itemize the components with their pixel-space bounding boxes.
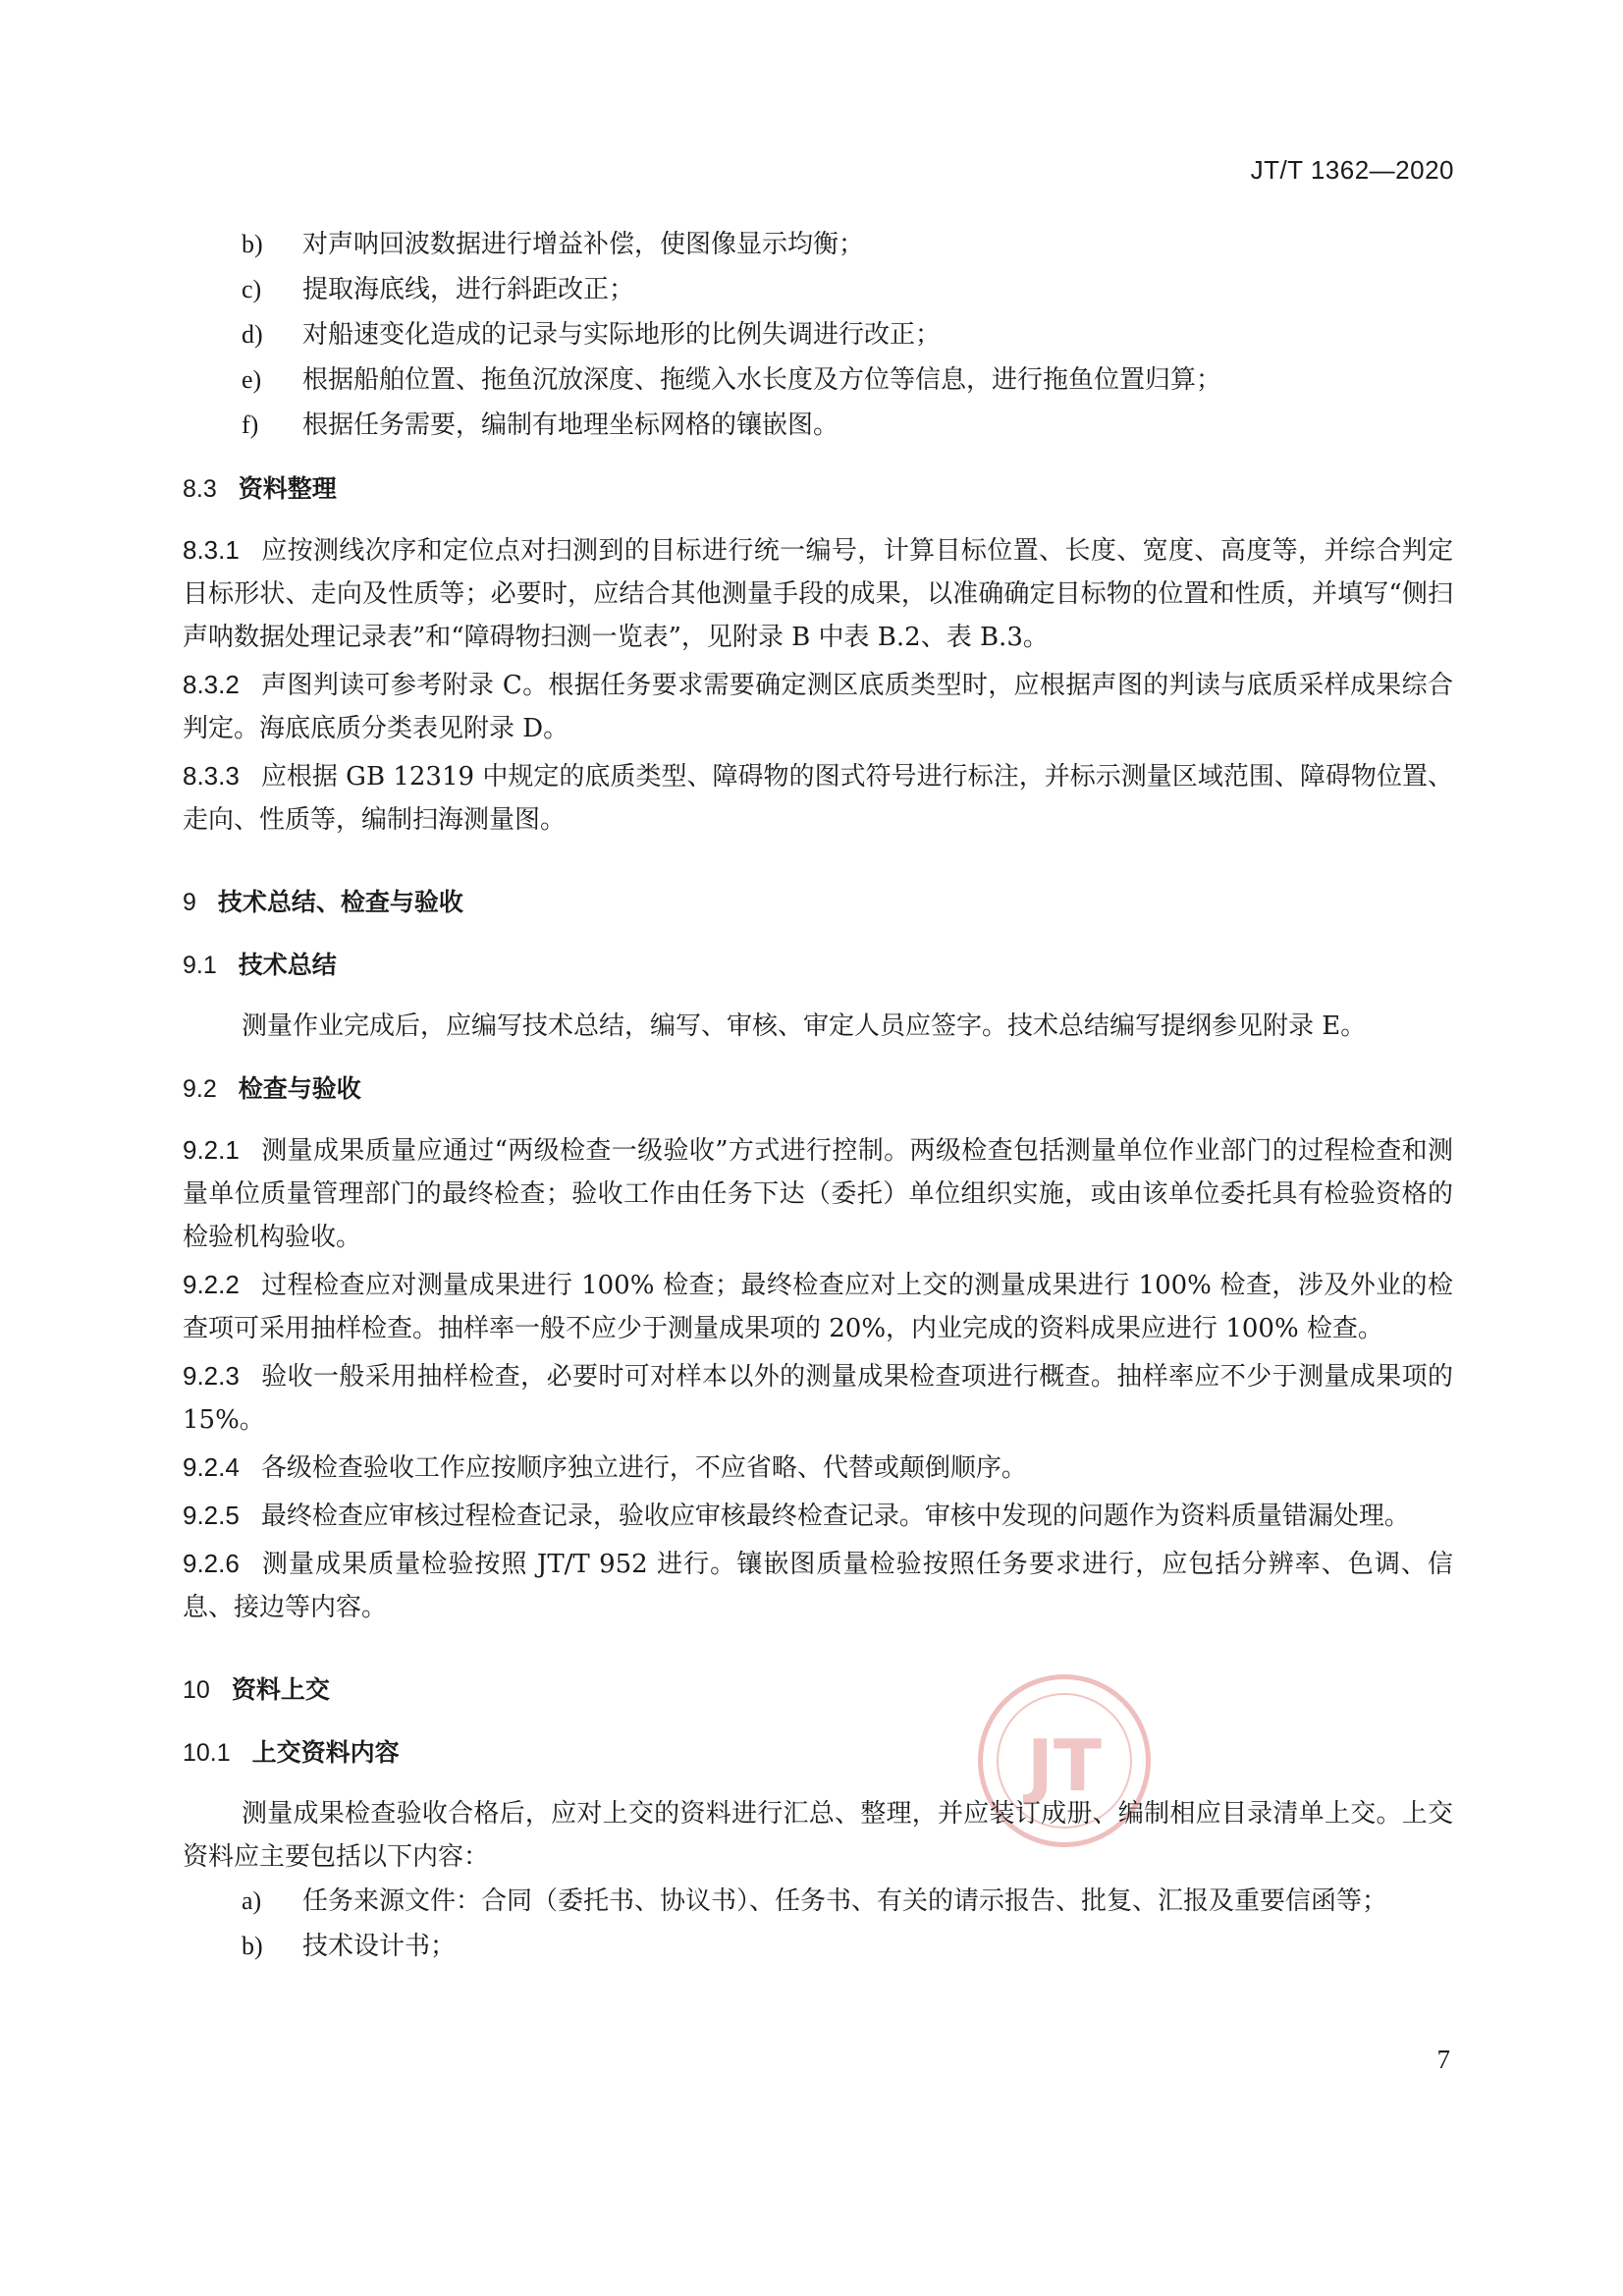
list-item: e) 根据船舶位置、拖鱼沉放深度、拖缆入水长度及方位等信息，进行拖鱼位置归算； — [242, 365, 1222, 395]
list-item: a) 任务来源文件：合同（委托书、协议书）、任务书、有关的请示报告、批复、汇报及重要信函等； — [242, 1886, 1388, 1916]
clause-8-3-2: 8.3.2 声图判读可参考附录 C。根据任务要求需要确定测区底质类型时，应根据声图的判读与底质采样成果综合判定。海底底质分类表见附录 D。 — [183, 670, 1453, 743]
list-item: f) 根据任务需要，编制有地理坐标网格的镶嵌图。 — [242, 410, 839, 440]
clause-9-2-2: 9.2.2 过程检查应对测量成果进行 100% 检查；最终检查应对上交的测量成果进行 100% 检查，涉及外业的检查项可采用抽样检查。抽样率一般不应少于测量成果项的 20%，内业完成的资料成果应进行 100% 检查。 — [183, 1270, 1453, 1343]
paragraph-9-1: 测量作业完成后，应编写技术总结，编写、审核、审定人员应签字。技术总结编写提纲参见附录 E。 — [242, 1011, 1367, 1041]
clause-9-2-5: 9.2.5 最终检查应审核过程检查记录，验收应审核最终检查记录。审核中发现的问题作为资料质量错漏处理。 — [183, 1501, 1410, 1531]
document-body — [183, 222, 1453, 1969]
page-number: 7 — [1436, 2045, 1450, 2074]
seal-text: JT — [1027, 1724, 1102, 1807]
list-10-1 — [183, 1879, 1453, 1969]
section-heading-10-1: 10.1 上交资料内容 — [183, 1738, 400, 1767]
clause-9-2-1: 9.2.1 测量成果质量应通过“两级检查一级验收”方式进行控制。两级检查包括测量单位作业部门的过程检查和测量单位质量管理部门的最终检查；验收工作由任务下达（委托）单位组织实施，或由该单位委托具有检验资格的检验机构验收。 — [183, 1135, 1453, 1252]
standard-code-header: JT/T 1362—2020 — [1250, 155, 1454, 185]
clause-9-2-6: 9.2.6 测量成果质量检验按照 JT/T 952 进行。镶嵌图质量检验按照任务要求进行，应包括分辨率、色调、信息、接边等内容。 — [183, 1549, 1453, 1622]
clause-8-3-1: 8.3.1 应按测线次序和定位点对扫测到的目标进行统一编号，计算目标位置、长度、宽度、高度等，并综合判定目标形状、走向及性质等；必要时，应结合其他测量手段的成果，以准确确定目标物的位置和性质，并填写“侧扫声呐数据处理记录表”和“障碍物扫测一览表”，见附录 B 中表 B.2、表 B.3。 — [183, 535, 1453, 652]
list-item: d) 对船速变化造成的记录与实际地形的比例失调进行改正； — [242, 320, 942, 350]
clause-9-2-4: 9.2.4 各级检查验收工作应按顺序独立进行，不应省略、代替或颠倒顺序。 — [183, 1452, 1027, 1483]
list-item: c) 提取海底线，进行斜距改正； — [242, 275, 635, 304]
list-item: b) 技术设计书； — [242, 1932, 457, 1961]
list-8-2 — [183, 222, 1453, 448]
section-heading-9-2: 9.2 检查与验收 — [183, 1074, 361, 1103]
section-heading-8-3: 8.3 资料整理 — [183, 474, 337, 503]
chapter-heading-9: 9 技术总结、检查与验收 — [183, 888, 463, 916]
chapter-heading-10: 10 资料上交 — [183, 1675, 330, 1704]
list-item: b) 对声呐回波数据进行增益补偿，使图像显示均衡； — [242, 230, 865, 259]
paragraph-10-1: 测量成果检查验收合格后，应对上交的资料进行汇总、整理，并应装订成册、编制相应目录清单上交。上交资料应主要包括以下内容： — [183, 1799, 1453, 1872]
clause-9-2-3: 9.2.3 验收一般采用抽样检查，必要时可对样本以外的测量成果检查项进行概查。抽样率应不少于测量成果项的 15%。 — [183, 1361, 1453, 1435]
section-heading-9-1: 9.1 技术总结 — [183, 951, 337, 979]
clause-8-3-3: 8.3.3 应根据 GB 12319 中规定的底质类型、障碍物的图式符号进行标注，并标示测量区域范围、障碍物位置、走向、性质等，编制扫海测量图。 — [183, 761, 1453, 835]
